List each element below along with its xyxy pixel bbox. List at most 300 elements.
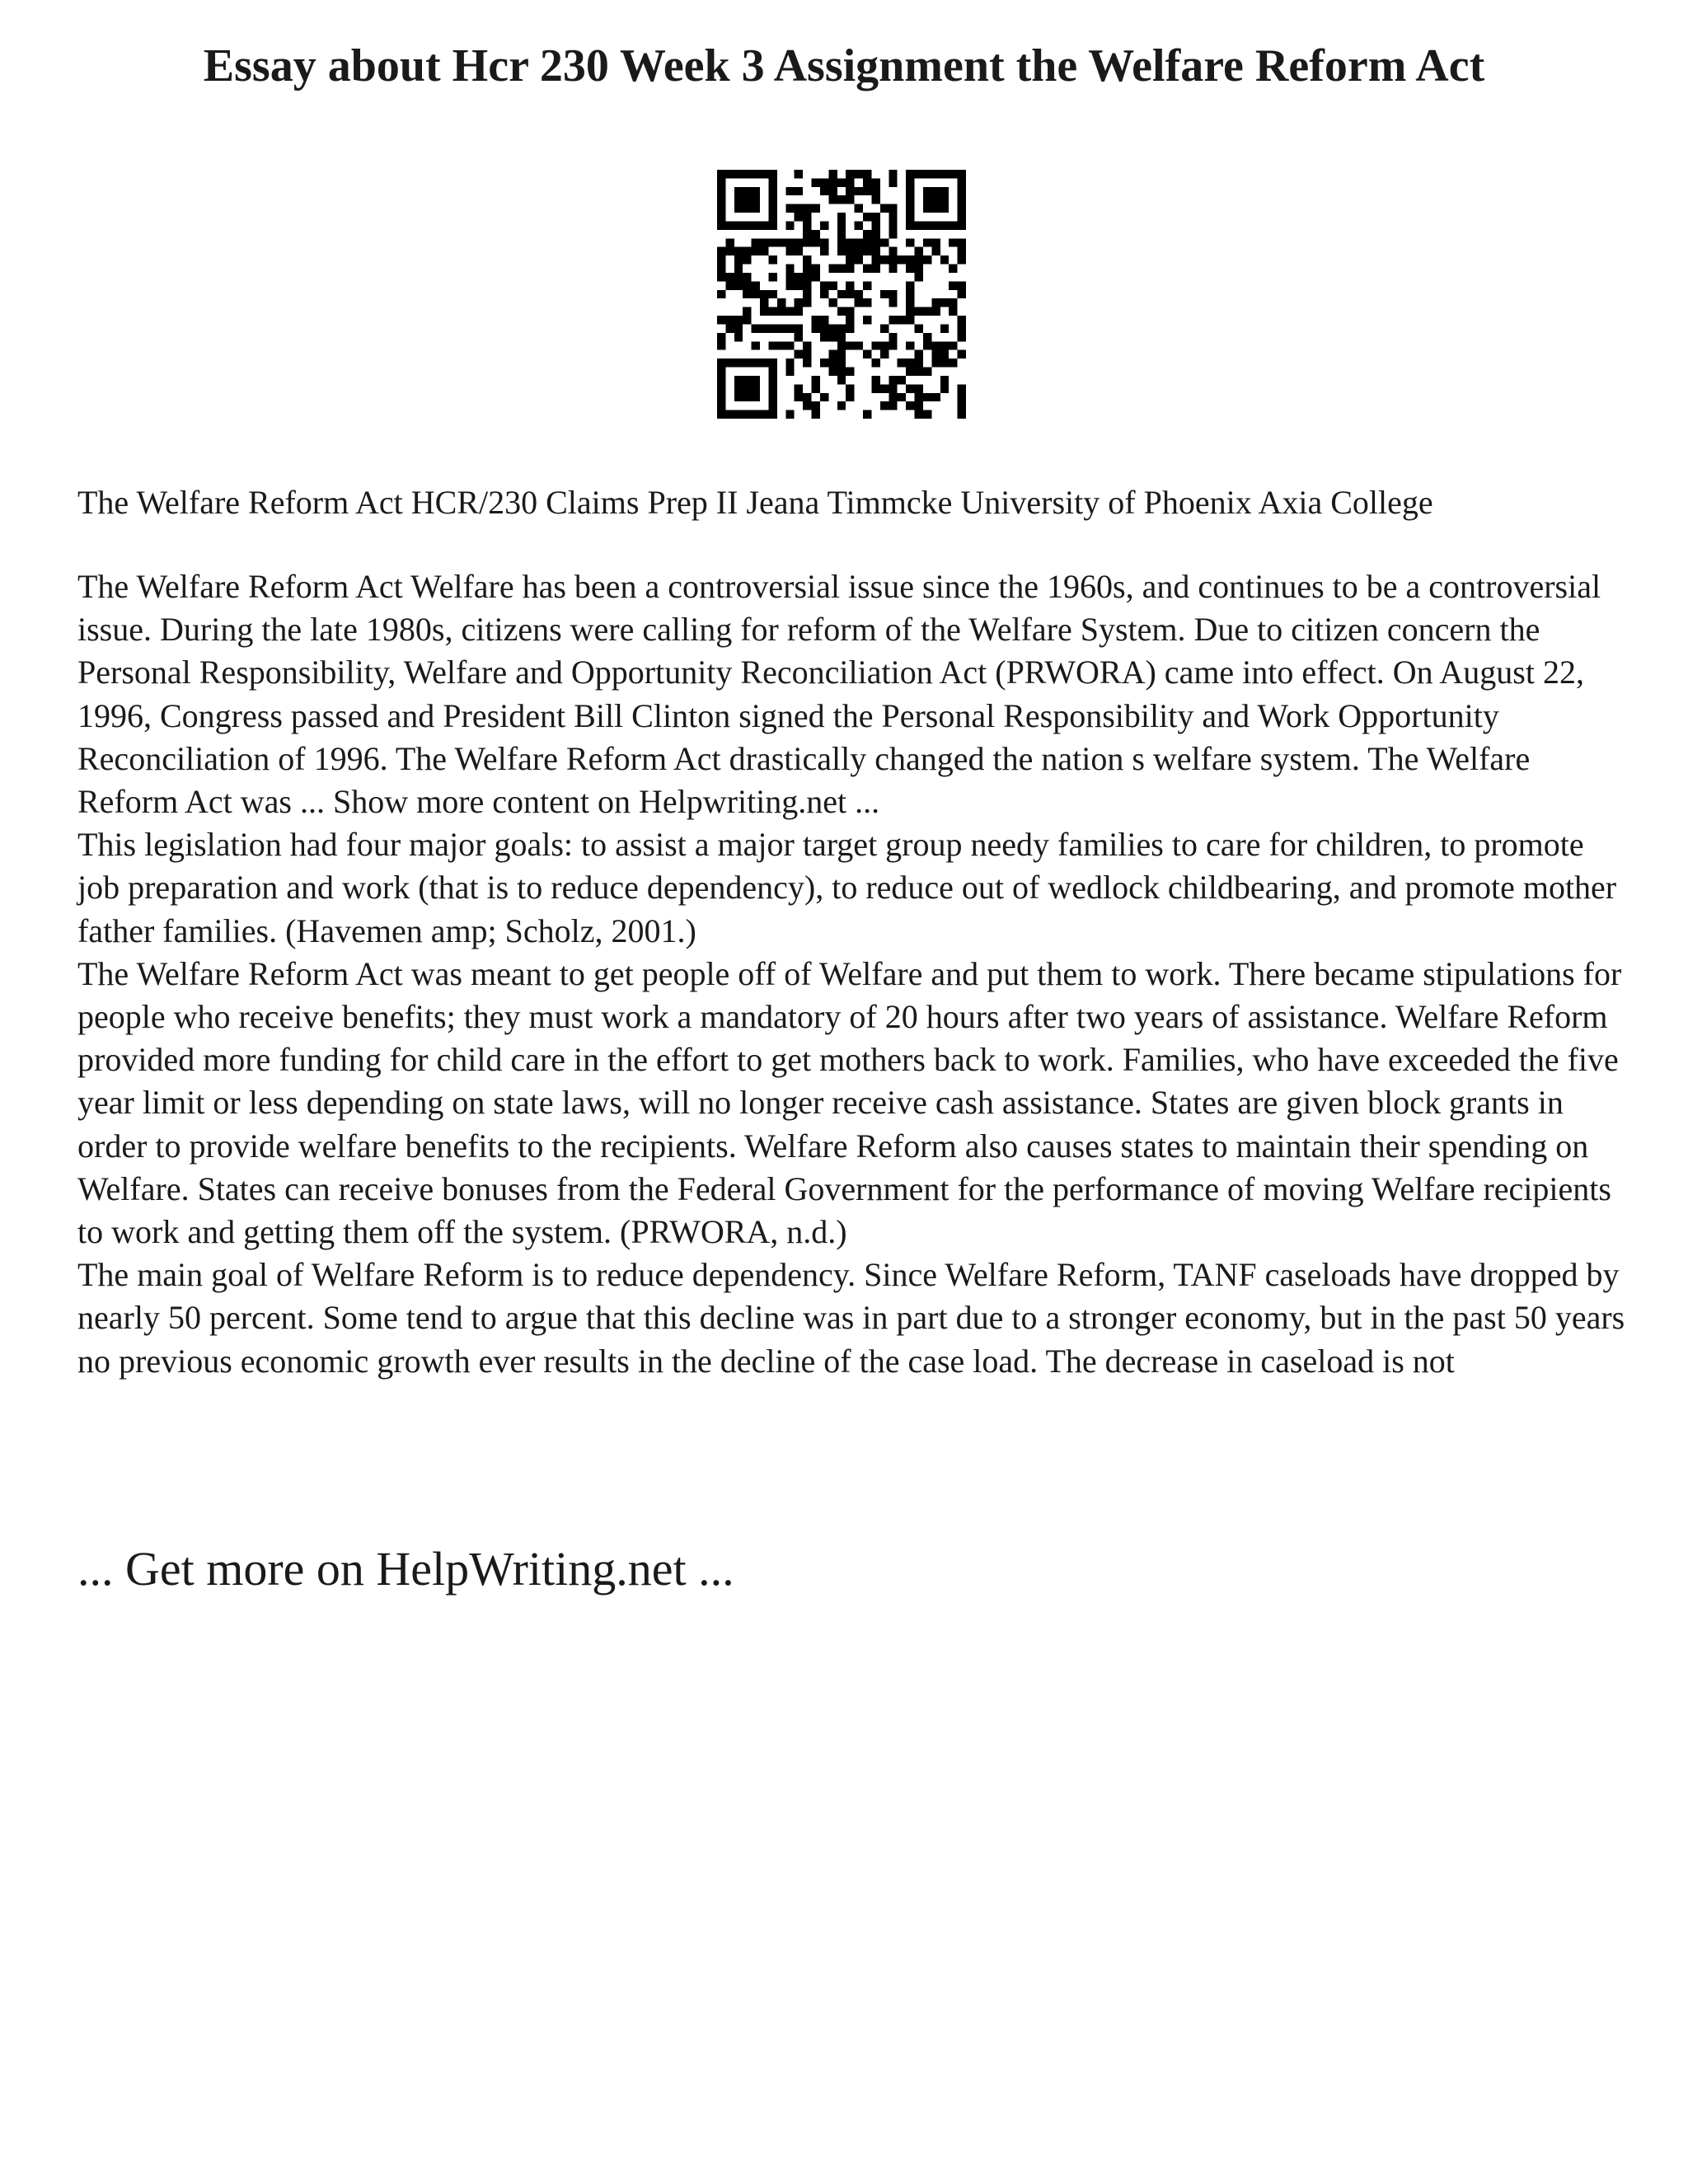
qr-module	[760, 298, 768, 307]
qr-module	[820, 187, 828, 195]
qr-module	[958, 221, 966, 229]
get-more-link[interactable]: ... Get more on HelpWriting.net ...	[77, 1542, 734, 1596]
qr-module	[846, 307, 854, 316]
qr-module	[717, 359, 725, 367]
qr-module	[752, 376, 760, 384]
qr-module	[915, 368, 923, 376]
qr-module	[752, 187, 760, 195]
qr-module	[795, 204, 803, 213]
qr-module	[958, 393, 966, 401]
qr-module	[923, 238, 931, 246]
qr-module	[923, 187, 931, 195]
qr-module	[717, 170, 725, 178]
qr-module	[734, 195, 743, 204]
qr-module	[906, 281, 914, 289]
qr-module	[812, 204, 820, 213]
qr-module	[906, 265, 914, 273]
qr-module	[734, 384, 743, 392]
qr-module	[777, 298, 785, 307]
qr-module	[717, 213, 725, 221]
qr-module	[803, 401, 811, 410]
qr-module	[889, 298, 897, 307]
qr-module	[743, 359, 751, 367]
qr-module	[889, 230, 897, 238]
essay-byline: The Welfare Reform Act HCR/230 Claims Prep II Jeana Timmcke University of Phoenix Axia College	[77, 484, 1433, 521]
qr-module	[743, 384, 751, 392]
qr-module	[785, 247, 794, 255]
qr-module	[768, 170, 776, 178]
qr-module	[915, 273, 923, 281]
qr-module	[940, 350, 949, 359]
qr-module	[725, 273, 734, 281]
qr-module	[717, 273, 725, 281]
qr-module	[795, 247, 803, 255]
qr-module	[743, 195, 751, 204]
qr-module	[820, 247, 828, 255]
qr-module	[871, 213, 879, 221]
qr-module	[923, 341, 931, 349]
qr-module	[812, 316, 820, 324]
qr-module	[931, 298, 940, 307]
qr-module	[931, 350, 940, 359]
qr-module	[846, 384, 854, 392]
qr-module	[760, 247, 768, 255]
qr-module	[752, 281, 760, 289]
qr-module	[915, 393, 923, 401]
qr-module	[949, 359, 957, 367]
qr-module	[863, 410, 871, 419]
qr-module	[915, 255, 923, 264]
qr-module	[863, 170, 871, 178]
qr-module	[820, 324, 828, 332]
qr-module	[863, 178, 871, 186]
qr-module	[931, 195, 940, 204]
qr-module	[812, 230, 820, 238]
qr-module	[871, 359, 879, 367]
qr-module	[734, 359, 743, 367]
qr-module	[846, 324, 854, 332]
qr-module	[828, 324, 837, 332]
qr-module	[795, 273, 803, 281]
qr-module	[734, 324, 743, 332]
qr-module	[717, 316, 725, 324]
qr-module	[855, 204, 863, 213]
qr-module	[837, 333, 846, 341]
qr-module	[717, 393, 725, 401]
qr-module	[855, 255, 863, 264]
qr-module	[863, 238, 871, 246]
qr-module	[906, 213, 914, 221]
qr-module	[743, 170, 751, 178]
qr-module	[760, 221, 768, 229]
qr-module	[768, 384, 776, 392]
qr-module	[871, 178, 879, 186]
qr-module	[855, 298, 863, 307]
qr-module	[717, 401, 725, 410]
qr-module	[915, 307, 923, 316]
qr-module	[803, 341, 811, 349]
qr-module	[803, 230, 811, 238]
qr-module	[828, 350, 837, 359]
qr-module	[958, 213, 966, 221]
qr-module	[880, 290, 889, 298]
qr-module	[795, 307, 803, 316]
qr-module	[734, 333, 743, 341]
qr-module	[837, 178, 846, 186]
qr-module	[906, 290, 914, 298]
qr-module	[940, 170, 949, 178]
qr-module	[915, 410, 923, 419]
qr-module	[795, 298, 803, 307]
qr-module	[828, 368, 837, 376]
qr-module	[752, 221, 760, 229]
qr-module	[889, 393, 897, 401]
qr-module	[923, 204, 931, 213]
qr-module	[846, 238, 854, 246]
qr-module	[837, 195, 846, 204]
qr-module	[725, 410, 734, 419]
qr-module	[940, 341, 949, 349]
qr-module	[828, 178, 837, 186]
qr-module	[837, 238, 846, 246]
qr-module	[906, 195, 914, 204]
qr-module	[931, 204, 940, 213]
qr-module	[820, 281, 828, 289]
qr-module	[958, 187, 966, 195]
qr-module	[906, 238, 914, 246]
qr-module	[768, 195, 776, 204]
page-title: Essay about Hcr 230 Week 3 Assignment the Welfare Reform Act	[203, 40, 1485, 91]
qr-module	[812, 376, 820, 384]
qr-module	[795, 384, 803, 392]
qr-module	[812, 265, 820, 273]
qr-module	[717, 265, 725, 273]
qr-module	[812, 410, 820, 419]
qr-module	[837, 221, 846, 229]
qr-module	[717, 178, 725, 186]
qr-module	[752, 247, 760, 255]
qr-module	[940, 376, 949, 384]
qr-module	[760, 307, 768, 316]
qr-module	[949, 298, 957, 307]
qr-module	[760, 359, 768, 367]
qr-module	[923, 195, 931, 204]
qr-module	[717, 290, 725, 298]
qr-module	[717, 410, 725, 419]
qr-module	[958, 384, 966, 392]
qr-module	[958, 255, 966, 264]
qr-module	[752, 410, 760, 419]
qr-module	[795, 170, 803, 178]
qr-module	[812, 324, 820, 332]
qr-module	[785, 307, 794, 316]
qr-module	[785, 281, 794, 289]
qr-module	[803, 350, 811, 359]
qr-module	[734, 221, 743, 229]
qr-module	[880, 238, 889, 246]
qr-module	[958, 204, 966, 213]
qr-module	[940, 204, 949, 213]
qr-module	[743, 247, 751, 255]
qr-module	[785, 341, 794, 349]
qr-module	[837, 213, 846, 221]
qr-module	[915, 324, 923, 332]
qr-module	[906, 178, 914, 186]
qr-module	[785, 324, 794, 332]
qr-module	[752, 384, 760, 392]
qr-module	[812, 273, 820, 281]
qr-module	[768, 178, 776, 186]
qr-module	[725, 221, 734, 229]
essay-paragraph: The Welfare Reform Act was meant to get people off of Welfare and put them to work. There became stipulations for people who receive benefits; they must work a mandatory of 20 hours after two years of assistance. Welfare Reform provided more funding for child care in the effort to get mothers back to work. Families, who have exceeded the five year limit or less depending on state laws, will no longer receive cash assistance. States are given block grants in order to provide welfare benefits to the recipients. Welfare Reform also causes states to maintain their spending on Welfare. States can receive bonuses from the Federal Government for the performance of moving Welfare recipients to work and getting them off the system. (PRWORA, n.d.)	[77, 954, 1622, 1251]
qr-module	[795, 187, 803, 195]
qr-module	[855, 221, 863, 229]
qr-module	[846, 195, 854, 204]
qr-module	[846, 178, 854, 186]
qr-module	[889, 341, 897, 349]
qr-module	[734, 265, 743, 273]
qr-module	[785, 410, 794, 419]
qr-module	[906, 401, 914, 410]
qr-module	[931, 238, 940, 246]
qr-module	[906, 204, 914, 213]
qr-module	[725, 359, 734, 367]
qr-module	[863, 298, 871, 307]
qr-module	[915, 265, 923, 273]
qr-module	[777, 324, 785, 332]
qr-module	[768, 393, 776, 401]
qr-module	[931, 341, 940, 349]
qr-module	[725, 247, 734, 255]
qr-module	[743, 255, 751, 264]
qr-module	[795, 350, 803, 359]
qr-module	[940, 195, 949, 204]
qr-module	[768, 221, 776, 229]
qr-module	[785, 204, 794, 213]
qr-module	[812, 238, 820, 246]
qr-module	[889, 376, 897, 384]
qr-module	[803, 238, 811, 246]
qr-module	[846, 247, 854, 255]
qr-module	[923, 255, 931, 264]
qr-module	[717, 204, 725, 213]
qr-module	[958, 238, 966, 246]
qr-module	[898, 376, 906, 384]
qr-module	[871, 247, 879, 255]
qr-module	[958, 316, 966, 324]
qr-module	[940, 187, 949, 195]
qr-module	[931, 307, 940, 316]
qr-module	[949, 281, 957, 289]
qr-module	[752, 341, 760, 349]
qr-module	[760, 170, 768, 178]
qr-module	[785, 273, 794, 281]
qr-module	[871, 376, 879, 384]
qr-module	[768, 290, 776, 298]
qr-module	[855, 341, 863, 349]
qr-module	[846, 281, 854, 289]
qr-module	[803, 213, 811, 221]
qr-module	[717, 255, 725, 264]
qr-module	[812, 384, 820, 392]
qr-module	[768, 307, 776, 316]
qr-module	[734, 255, 743, 264]
qr-module	[734, 393, 743, 401]
qr-module	[906, 255, 914, 264]
qr-module	[743, 290, 751, 298]
qr-module	[768, 359, 776, 367]
qr-module	[837, 247, 846, 255]
qr-module	[940, 359, 949, 367]
qr-module	[846, 255, 854, 264]
qr-module	[734, 187, 743, 195]
qr-module	[752, 290, 760, 298]
qr-module	[812, 401, 820, 410]
qr-module	[743, 187, 751, 195]
qr-module	[923, 333, 931, 341]
qr-module	[743, 410, 751, 419]
qr-module	[803, 290, 811, 298]
qr-module	[743, 281, 751, 289]
qr-module	[855, 247, 863, 255]
qr-module	[923, 307, 931, 316]
qr-module	[828, 265, 837, 273]
qr-module	[889, 170, 897, 178]
qr-module	[717, 384, 725, 392]
qr-module	[940, 384, 949, 392]
qr-module	[837, 368, 846, 376]
qr-module	[889, 204, 897, 213]
qr-module	[743, 273, 751, 281]
qr-module	[846, 187, 854, 195]
qr-module	[871, 341, 879, 349]
qr-module	[915, 401, 923, 410]
qr-module	[752, 238, 760, 246]
qr-module	[940, 324, 949, 332]
qr-module	[889, 265, 897, 273]
qr-module	[855, 187, 863, 195]
qr-module	[803, 281, 811, 289]
qr-module	[795, 393, 803, 401]
qr-module	[846, 368, 854, 376]
qr-module	[820, 238, 828, 246]
qr-module	[743, 316, 751, 324]
qr-module	[871, 255, 879, 264]
qr-module	[880, 204, 889, 213]
qr-module	[803, 298, 811, 307]
qr-module	[863, 213, 871, 221]
qr-module	[743, 204, 751, 213]
qr-module	[768, 376, 776, 384]
qr-module	[958, 281, 966, 289]
qr-module	[898, 393, 906, 401]
qr-module	[949, 265, 957, 273]
qr-module	[889, 247, 897, 255]
qr-module	[898, 316, 906, 324]
qr-module	[803, 273, 811, 281]
qr-module	[958, 410, 966, 419]
qr-module	[863, 247, 871, 255]
qr-module	[889, 384, 897, 392]
qr-module	[837, 324, 846, 332]
qr-module	[837, 341, 846, 349]
qr-module	[717, 195, 725, 204]
qr-module	[768, 273, 776, 281]
qr-module	[837, 230, 846, 238]
qr-module	[855, 170, 863, 178]
essay-body	[77, 565, 1627, 1383]
qr-module	[949, 170, 957, 178]
qr-module	[752, 204, 760, 213]
qr-module	[743, 307, 751, 316]
qr-module	[949, 341, 957, 349]
qr-module	[785, 238, 794, 246]
qr-module	[931, 221, 940, 229]
qr-module	[871, 384, 879, 392]
qr-module	[760, 324, 768, 332]
qr-module	[820, 393, 828, 401]
qr-module	[768, 187, 776, 195]
qr-module	[820, 333, 828, 341]
qr-module	[820, 178, 828, 186]
qr-module	[725, 281, 734, 289]
qr-module	[889, 221, 897, 229]
qr-module	[837, 265, 846, 273]
essay-paragraph: The main goal of Welfare Reform is to reduce dependency. Since Welfare Reform, TANF caseloads have dropped by nearly 50 percent. Some tend to argue that this decline was in part due to a stronger economy, but in the past 50 years no previous economic growth ever results in the decline of the case load. The decrease in caseload is not	[77, 1256, 1625, 1380]
qr-module	[931, 393, 940, 401]
qr-module	[923, 170, 931, 178]
qr-module	[820, 290, 828, 298]
qr-module	[803, 393, 811, 401]
qr-module	[855, 290, 863, 298]
essay-paragraph: This legislation had four major goals: to assist a major target group needy families to care for children, to promote job preparation and work (that is to reduce dependency), to reduce out of wedlock childbearing, and promote mother father families. (Havemen amp; Scholz, 2001.)	[77, 826, 1617, 949]
qr-module	[846, 341, 854, 349]
qr-module	[795, 281, 803, 289]
qr-module	[725, 324, 734, 332]
qr-module	[785, 187, 794, 195]
qr-module	[777, 238, 785, 246]
qr-module	[931, 187, 940, 195]
qr-module	[871, 187, 879, 195]
qr-module	[940, 255, 949, 264]
qr-module	[717, 376, 725, 384]
qr-module	[906, 298, 914, 307]
qr-module	[958, 170, 966, 178]
qr-module	[717, 187, 725, 195]
qr-module	[889, 316, 897, 324]
qr-module	[880, 401, 889, 410]
qr-module	[863, 265, 871, 273]
qr-module	[768, 410, 776, 419]
qr-module	[837, 290, 846, 298]
qr-module	[717, 221, 725, 229]
qr-module	[889, 178, 897, 186]
qr-module	[803, 204, 811, 213]
qr-module	[734, 410, 743, 419]
qr-module	[923, 221, 931, 229]
qr-module	[837, 401, 846, 410]
qr-module	[906, 341, 914, 349]
qr-module	[863, 350, 871, 359]
qr-module	[915, 359, 923, 367]
qr-module	[828, 170, 837, 178]
qr-module	[846, 290, 854, 298]
qr-module	[906, 187, 914, 195]
qr-module	[768, 401, 776, 410]
qr-module	[734, 281, 743, 289]
qr-module	[820, 359, 828, 367]
qr-module	[931, 359, 940, 367]
